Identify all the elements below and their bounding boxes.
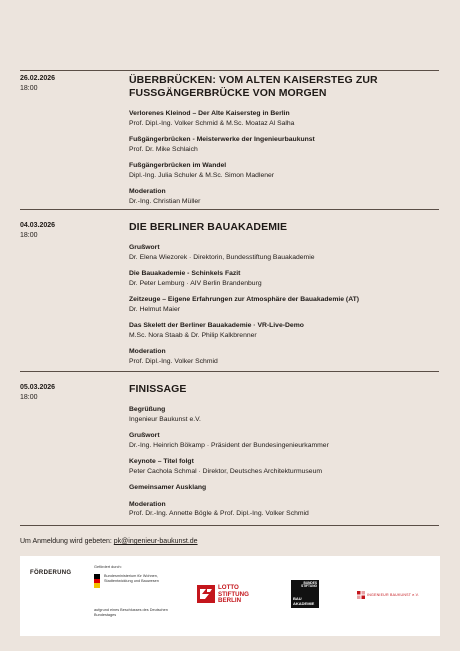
program-item-speakers: Ingenieur Baukunst e.V. — [129, 415, 201, 423]
event-date-block — [20, 383, 120, 403]
ingbau-mark-icon — [357, 591, 365, 599]
registration-note — [20, 537, 198, 547]
ingenieur-baukunst-logo — [357, 591, 437, 601]
bmwsb-support-text: Gefördert durch: — [94, 565, 122, 569]
program-item-heading: Verlorenes Kleinod – Der Alte Kaisersteg in Berlin — [129, 110, 290, 117]
program-item-heading: Grußwort — [129, 432, 160, 439]
event-title: ÜBERBRÜCKEN: VOM ALTEN KAISERSTEG ZUR FUSSGÄNGERBRÜCKE VON MORGEN — [129, 74, 378, 99]
program-item-heading: Moderation — [129, 500, 166, 508]
event-time: 18:00 — [20, 85, 38, 92]
program-item-heading: Fußgängerbrücken - Meisterwerke der Ingenieurbaukunst — [129, 136, 315, 143]
program-item — [129, 269, 439, 288]
program-item-speakers: Prof. Dipl.-Ing. Volker Schmid — [129, 357, 218, 365]
lotto-mark-icon — [197, 585, 215, 603]
program-item-speakers: Dr.-Ing. Christian Müller — [129, 197, 201, 205]
program-item-speakers: Prof. Dr. Mike Schlaich — [129, 145, 198, 153]
program-item — [129, 243, 439, 262]
program-item-speakers: Dr. Helmut Maier — [129, 305, 180, 313]
event-date: 04.03.2026 — [20, 222, 56, 229]
event-time: 18:00 — [20, 232, 38, 239]
ingbau-name: INGENIEUR BAUKUNST e.V. — [367, 593, 420, 597]
program-item — [129, 187, 439, 206]
program-item — [129, 135, 439, 154]
program-item-heading: Keynote – Titel folgt — [129, 458, 194, 465]
program-item-heading: Zeitzeuge – Eigene Erfahrungen zur Atmosphäre der Bauakademie (AT) — [129, 296, 360, 303]
program-item-speakers: Prof. Dipl.-Ing. Volker Schmid & M.Sc. Moataz Al Salha — [129, 119, 295, 127]
event-date-block — [20, 221, 120, 241]
event-date-block — [20, 74, 120, 94]
program-item-speakers: Dr. Peter Lemburg · AIV Berlin Brandenburg — [129, 279, 262, 287]
program-item-heading: Gemeinsamer Ausklang — [129, 484, 207, 491]
event-title: FINISSAGE — [129, 383, 187, 395]
program-item-speakers: Prof. Dr.-Ing. Annette Bögle & Prof. Dipl.-Ing. Volker Schmid — [129, 510, 309, 517]
program-item — [129, 321, 439, 340]
bauakademie-logo — [291, 580, 319, 608]
registration-email-link[interactable]: pk@ingenieur-baukunst.de — [113, 538, 198, 545]
event-title: DIE BERLINER BAUAKADEMIE — [129, 221, 288, 233]
program-item — [129, 457, 439, 476]
divider-top — [20, 70, 439, 71]
program-item — [129, 295, 439, 314]
sponsor-strip — [20, 556, 440, 636]
program-item-heading: Grußwort — [129, 244, 160, 251]
program-item-heading: Das Skelett der Berliner Bauakademie · VR-Live-Demo — [129, 322, 304, 329]
event-date: 05.03.2026 — [20, 384, 56, 391]
event-date: 26.02.2026 — [20, 75, 56, 82]
bauakademie-bottom-text: BAU AKADEMIE — [293, 596, 315, 606]
bauakademie-top-text: BUNDES STIFTUNG — [301, 581, 317, 589]
program-item — [129, 347, 439, 366]
program-item — [129, 109, 439, 128]
program-item-heading: Die Bauakademie - Schinkels Fazit — [129, 270, 241, 277]
program-item-speakers: Dipl.-Ing. Julia Schuler & M.Sc. Simon Madlener — [129, 171, 275, 179]
program-item — [129, 405, 439, 424]
sponsor-label: FÖRDERUNG — [30, 570, 72, 576]
program-item-speakers: M.Sc. Nora Staab & Dr. Philip Kalkbrenner — [129, 331, 257, 339]
program-item-speakers: Peter Cachola Schmal · Direktor, Deutsches Architekturmuseum — [129, 467, 323, 475]
program-item — [129, 483, 439, 493]
program-item — [129, 500, 439, 519]
program-item-speakers: Dr. Elena Wiezorek · Direktorin, Bundesstiftung Bauakademie — [129, 253, 315, 261]
lotto-name: LOTTO STIFTUNG BERLIN — [218, 584, 249, 604]
program-item — [129, 161, 439, 180]
program-item-heading: Begrüßung — [129, 406, 166, 413]
bmwsb-note: aufgrund eines Beschlusses des Deutschen Bundestages — [94, 608, 168, 617]
program-item-speakers: Dr.-Ing. Heinrich Bökamp · Präsident der Bundesingenieurkammer — [129, 441, 329, 449]
federal-flag-icon — [94, 574, 100, 588]
program-item-heading: Moderation — [129, 188, 166, 195]
registration-text: Um Anmeldung wird gebeten: — [20, 538, 114, 545]
lotto-stiftung-logo — [197, 583, 257, 607]
program-item-heading: Moderation — [129, 348, 166, 355]
bmwsb-ministry-name: Bundesministerium für Wohnen, Stadtentwicklung und Bauwesen — [104, 574, 159, 583]
program-item — [129, 431, 439, 450]
program-item-heading: Fußgängerbrücken im Wandel — [129, 162, 227, 169]
event-time: 18:00 — [20, 394, 38, 401]
